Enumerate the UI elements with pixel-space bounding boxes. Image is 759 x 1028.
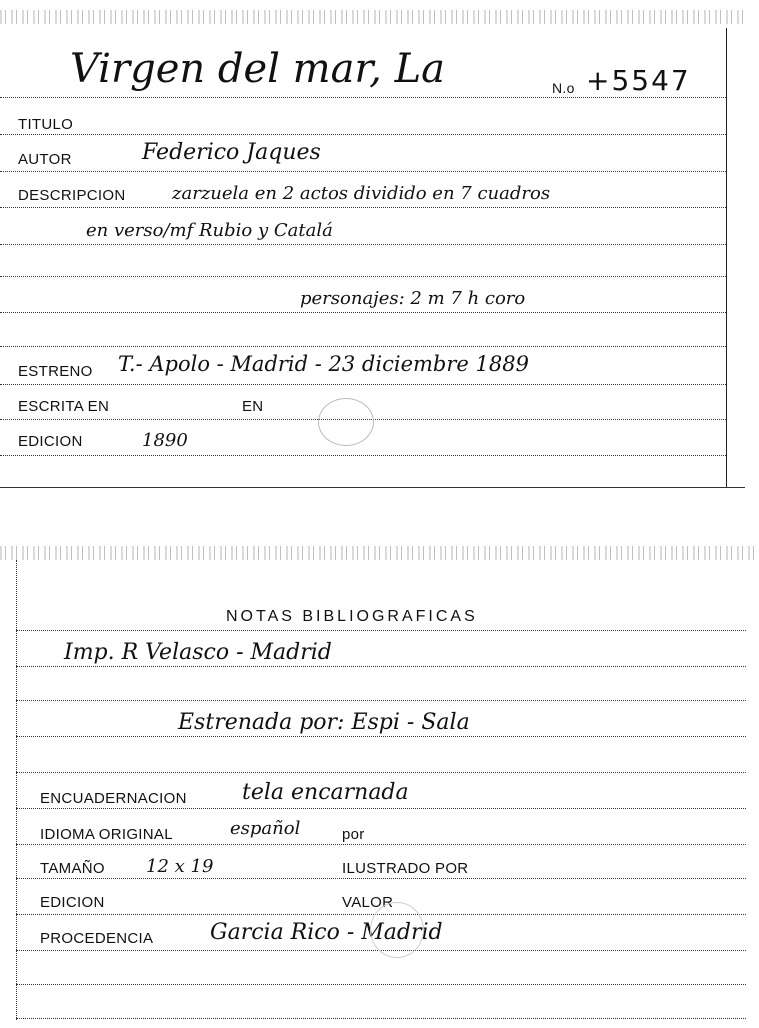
rule (16, 844, 746, 845)
notes-line-1: Imp. R Velasco - Madrid (64, 640, 332, 665)
rule (0, 312, 726, 313)
label-en: EN (242, 398, 264, 415)
rule (0, 97, 726, 98)
value-edicion: 1890 (142, 430, 188, 451)
value-tamano: 12 x 19 (146, 856, 214, 877)
rule (0, 276, 726, 277)
library-stamp (370, 902, 424, 958)
value-descripcion-2: en verso/mf Rubio y Catalá (86, 220, 333, 241)
label-escrita-en: ESCRITA EN (18, 398, 110, 415)
rule (16, 736, 746, 737)
value-encuadernacion: tela encarnada (242, 780, 409, 805)
rule (16, 808, 746, 809)
label-tamano: TAMAÑO (40, 860, 105, 877)
heading-notas-bibliograficas: NOTAS BIBLIOGRAFICAS (226, 608, 478, 625)
card-top-edge (0, 10, 745, 24)
catalog-card-front (0, 0, 745, 495)
label-autor: AUTOR (18, 151, 72, 168)
value-descripcion-1: zarzuela en 2 actos dividido en 7 cuadros (172, 183, 551, 204)
rule (0, 487, 745, 488)
rule (16, 984, 746, 985)
value-estreno: T.- Apolo - Madrid - 23 diciembre 1889 (118, 352, 529, 376)
label-titulo: TITULO (18, 116, 74, 133)
label-edicion-back: EDICION (40, 894, 105, 911)
card-right-border (726, 28, 727, 488)
rule (16, 666, 746, 667)
catalog-card-back (0, 540, 759, 1028)
label-procedencia: PROCEDENCIA (40, 930, 154, 947)
rule (16, 772, 746, 773)
rule (16, 700, 746, 701)
label-idioma-original: IDIOMA ORIGINAL (40, 826, 173, 843)
rule (0, 244, 726, 245)
value-procedencia: Garcia Rico - Madrid (210, 920, 443, 945)
rule (0, 171, 726, 172)
label-valor: VALOR (342, 894, 394, 911)
label-encuadernacion: ENCUADERNACION (40, 790, 187, 807)
number-label: N.o (552, 80, 575, 96)
value-idioma: español (230, 818, 301, 839)
number-value: +5547 (586, 64, 691, 97)
value-autor: Federico Jaques (142, 140, 321, 165)
rule (16, 630, 746, 631)
label-ilustrado-por: ILUSTRADO POR (342, 860, 469, 877)
handwritten-title: Virgen del mar, La (70, 46, 445, 92)
label-edicion: EDICION (18, 433, 83, 450)
rule (16, 1018, 746, 1019)
library-stamp (318, 398, 374, 446)
card-left-border (16, 560, 17, 1020)
value-personajes: personajes: 2 m 7 h coro (300, 288, 526, 309)
rule (0, 207, 726, 208)
label-descripcion: DESCRIPCION (18, 187, 126, 204)
label-estreno: ESTRENO (18, 363, 93, 380)
notes-line-2: Estrenada por: Espi - Sala (178, 710, 470, 735)
rule (0, 346, 726, 347)
rule (0, 455, 726, 456)
card-top-edge (0, 546, 759, 560)
label-por: por (342, 826, 365, 843)
rule (0, 134, 726, 135)
rule (0, 384, 726, 385)
rule (16, 878, 746, 879)
